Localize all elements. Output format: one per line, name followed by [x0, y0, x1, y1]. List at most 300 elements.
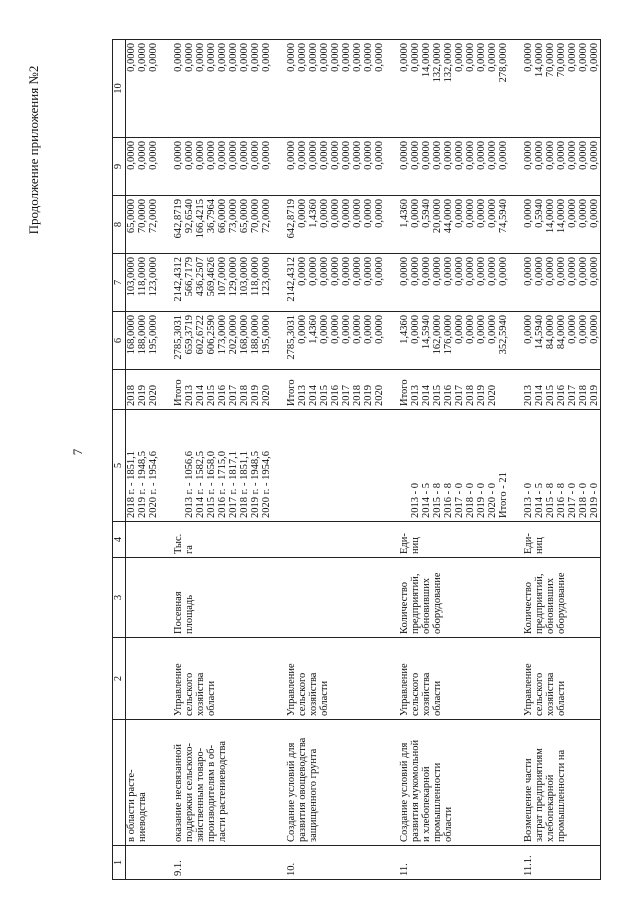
c9-value: 0,0000 — [148, 141, 159, 170]
years-value: 2015 — [545, 385, 556, 406]
name-text-line: в области растe- — [126, 769, 137, 842]
cell-targets — [286, 410, 385, 522]
cell-exec — [173, 638, 272, 720]
c8-value: 166,4215 — [195, 199, 206, 239]
c8-value: 642,8719 — [286, 199, 297, 239]
c9-value: 0,0000 — [308, 141, 319, 170]
c9-value: 0,0000 — [239, 141, 250, 170]
c10-value: 0,0000 — [206, 43, 217, 72]
c10-value: 0,0000 — [363, 43, 374, 72]
c8-value: 72,0000 — [261, 199, 272, 234]
spacer-cell — [385, 638, 399, 720]
c9-value: 0,0000 — [534, 141, 545, 170]
c7-value: 0,0000 — [297, 257, 308, 286]
exec-text-line: Управление — [399, 663, 410, 716]
program-table — [112, 39, 601, 880]
c6-value: 0,0000 — [352, 315, 363, 344]
cell-years — [286, 370, 385, 410]
c7-value: 0,0000 — [330, 257, 341, 286]
years-value: 2020 — [261, 385, 272, 406]
c8-value: 642,8719 — [173, 199, 184, 239]
c6-value: 14,5940 — [534, 315, 545, 350]
cell-years — [523, 370, 601, 410]
c6-value: 84,0000 — [556, 315, 567, 350]
c7-value: 123,0000 — [261, 257, 272, 297]
c6-value: 0,0000 — [567, 315, 578, 344]
targets-value: 2016 - 8 — [443, 483, 454, 518]
c7-value: 569,4626 — [206, 257, 217, 297]
cell-c10 — [399, 40, 509, 138]
c10-value: 0,0000 — [297, 43, 308, 72]
c8-value: 20,0000 — [432, 199, 443, 234]
years-value: 2013 — [523, 385, 534, 406]
c6-value: 0,0000 — [589, 315, 600, 344]
c10-value: 0,0000 — [374, 43, 385, 72]
c7-value: 118,0000 — [137, 257, 148, 296]
targets-value: 2018 - 0 — [578, 483, 589, 518]
spacer-cell — [272, 638, 286, 720]
c10-value: 0,0000 — [352, 43, 363, 72]
page-number: 7 — [70, 448, 85, 456]
targets-value: 2020 - 0 — [487, 483, 498, 518]
cell-c9 — [399, 138, 509, 196]
exec-text-line: хозяйства — [421, 672, 432, 716]
c7-value: 0,0000 — [545, 257, 556, 286]
name-text-line: ласти растениеводства — [217, 740, 228, 842]
c8-value: 0,0000 — [465, 199, 476, 228]
c7-value: 436,2507 — [195, 257, 206, 297]
spacer-cell — [272, 522, 286, 558]
c10-value: 70,0000 — [545, 43, 556, 78]
cell-unit — [523, 522, 601, 558]
spacer-cell — [385, 558, 399, 638]
header-row — [113, 40, 126, 880]
c10-value: 0,0000 — [217, 43, 228, 72]
c6-value: 168,0000 — [126, 315, 137, 355]
years-value: 2018 — [465, 385, 476, 406]
unit-text-line: Тыс. — [173, 533, 184, 554]
c8-value: 0,0000 — [319, 199, 330, 228]
c10-value: 0,0000 — [319, 43, 330, 72]
spacer-cell — [385, 40, 399, 138]
spacer-cell — [272, 410, 286, 522]
c9-value: 0,0000 — [545, 141, 556, 170]
c9-value: 0,0000 — [465, 141, 476, 170]
cell-num — [523, 846, 601, 880]
targets-value: 2019 - 0 — [476, 483, 487, 518]
c10-value: 0,0000 — [399, 43, 410, 72]
spacer-cell — [159, 370, 173, 410]
targets-value: 2019 г. - 1948,5 — [250, 451, 261, 518]
c7-value: 0,0000 — [341, 257, 352, 286]
cell-c7 — [399, 254, 509, 312]
cell-c7 — [523, 254, 601, 312]
targets-value: 2014 г. - 1582,5 — [195, 451, 206, 518]
cell-c10 — [286, 40, 385, 138]
cell-c7 — [126, 254, 160, 312]
exec-text-line: сельского — [410, 672, 421, 716]
spacer-cell — [272, 370, 286, 410]
cell-indicator — [126, 558, 160, 638]
spacer-cell — [159, 312, 173, 370]
years-value: 2019 — [476, 385, 487, 406]
c10-value: 0,0000 — [330, 43, 341, 72]
spacer-cell — [159, 638, 173, 720]
c6-value: 602,6722 — [195, 315, 206, 355]
c7-value: 0,0000 — [352, 257, 363, 286]
targets-value — [173, 413, 184, 518]
spacer-cell — [385, 720, 399, 846]
c7-value: 0,0000 — [308, 257, 319, 286]
c9-value: 0,0000 — [286, 141, 297, 170]
years-value: 2014 — [308, 385, 319, 406]
indicator-text-line: предприятий, — [410, 573, 421, 634]
c7-value: 0,0000 — [567, 257, 578, 286]
c7-value: 118,0000 — [250, 257, 261, 296]
c9-value: 0,0000 — [352, 141, 363, 170]
spacer-cell — [509, 522, 523, 558]
name-text-line: развития овощеводства — [297, 737, 308, 842]
num-text-line: 10. — [286, 862, 297, 876]
cell-years — [126, 370, 160, 410]
c6-value: 0,0000 — [297, 315, 308, 344]
c8-value: 0,0000 — [374, 199, 385, 228]
name-text-line: промышленности — [432, 762, 443, 842]
c8-value: 0,0000 — [363, 199, 374, 228]
c8-value: 66,0000 — [217, 199, 228, 234]
spacer-cell — [159, 40, 173, 138]
exec-text-line: Управление — [286, 663, 297, 716]
name-text-line: Создание условий для — [399, 742, 410, 842]
c6-value: 0,0000 — [410, 315, 421, 344]
appendix-note: Продолжение приложения №2 — [26, 65, 41, 235]
targets-value: 2013 - 0 — [523, 483, 534, 518]
c7-value: 0,0000 — [465, 257, 476, 286]
c9-value: 0,0000 — [228, 141, 239, 170]
cell-indicator — [286, 558, 385, 638]
c9-value: 0,0000 — [374, 141, 385, 170]
c8-value: 73,0000 — [228, 199, 239, 234]
row-spacer — [509, 40, 523, 880]
c7-value: 0,0000 — [374, 257, 385, 286]
c7-value: 123,0000 — [148, 257, 159, 297]
years-value: 2013 — [297, 385, 308, 406]
exec-text-line: области — [206, 680, 217, 716]
c8-value: 14,0000 — [545, 199, 556, 234]
c9-value: 0,0000 — [454, 141, 465, 170]
header-col-3: 3 — [113, 558, 126, 638]
c6-value: 14,5940 — [421, 315, 432, 350]
header-col-10: 10 — [113, 40, 126, 138]
cell-c8 — [286, 196, 385, 254]
c6-value: 352,5940 — [498, 315, 509, 355]
c7-value: 0,0000 — [476, 257, 487, 286]
cell-unit — [286, 522, 385, 558]
c9-value: 0,0000 — [217, 141, 228, 170]
indicator-text-line: площадь — [184, 595, 195, 634]
c10-value: 0,0000 — [126, 43, 137, 72]
years-value: 2018 — [239, 385, 250, 406]
cell-unit — [399, 522, 509, 558]
indicator-text-line: предприятий, — [534, 573, 545, 634]
indicator-text-line: обновивших — [545, 578, 556, 634]
indicator-text-line: Посевная — [173, 591, 184, 634]
num-text-line: 11.1. — [523, 855, 534, 876]
c6-value: 188,0000 — [250, 315, 261, 355]
spacer-cell — [509, 370, 523, 410]
c6-value: 84,0000 — [545, 315, 556, 350]
c9-value: 0,0000 — [567, 141, 578, 170]
c9-value: 0,0000 — [126, 141, 137, 170]
spacer-cell — [509, 254, 523, 312]
targets-value — [399, 413, 410, 518]
c10-value: 0,0000 — [261, 43, 272, 72]
c8-value: 74,5940 — [498, 199, 509, 234]
c6-value: 0,0000 — [476, 315, 487, 344]
c6-value: 1,4360 — [308, 315, 319, 344]
c10-value: 0,0000 — [567, 43, 578, 72]
exec-text-line: области — [556, 680, 567, 716]
table-row — [286, 40, 385, 880]
c9-value: 0,0000 — [195, 141, 206, 170]
c9-value: 0,0000 — [206, 141, 217, 170]
c9-value: 0,0000 — [589, 141, 600, 170]
years-value: 2015 — [432, 385, 443, 406]
unit-text-line: Еди- — [523, 533, 534, 554]
c7-value: 107,0000 — [217, 257, 228, 297]
spacer-cell — [159, 558, 173, 638]
unit-text-line: ниц — [534, 537, 545, 554]
exec-text-line: хозяйства — [545, 672, 556, 716]
header-col-5: 5 — [113, 410, 126, 522]
cell-name — [523, 720, 601, 846]
spacer-cell — [385, 312, 399, 370]
c8-value: 0,0000 — [589, 199, 600, 228]
row-spacer — [385, 40, 399, 880]
c8-value: 44,0000 — [443, 199, 454, 234]
cell-indicator — [523, 558, 601, 638]
header-col-8: 8 — [113, 196, 126, 254]
c6-value: 0,0000 — [578, 315, 589, 344]
spacer-cell — [159, 522, 173, 558]
spacer-cell — [385, 138, 399, 196]
years-value: 2019 — [589, 385, 600, 406]
name-text-line: затрат предприятиям — [534, 748, 545, 842]
targets-value: 2017 - 0 — [567, 483, 578, 518]
targets-value: 2020 г. - 1954,6 — [261, 451, 272, 518]
cell-c10 — [173, 40, 272, 138]
c9-value: 0,0000 — [476, 141, 487, 170]
indicator-text-line: оборудование — [432, 572, 443, 634]
exec-text-line: сельского — [297, 672, 308, 716]
targets-value: 2013 г. - 1056,6 — [184, 451, 195, 518]
c10-value: 0,0000 — [341, 43, 352, 72]
c8-value: 65,0000 — [239, 199, 250, 234]
c6-value: 176,0000 — [443, 315, 454, 355]
name-text-line: ниеводства — [137, 792, 148, 842]
num-text-line: 9.1. — [173, 860, 184, 876]
name-text-line: поддержки сельскохо- — [184, 742, 195, 842]
cell-unit — [126, 522, 160, 558]
unit-text-line: ниц — [410, 537, 421, 554]
c9-value: 0,0000 — [399, 141, 410, 170]
years-value: 2018 — [578, 385, 589, 406]
years-value: 2018 — [352, 385, 363, 406]
table-row — [523, 40, 601, 880]
c10-value: 0,0000 — [578, 43, 589, 72]
c10-value: 278,0000 — [498, 43, 509, 83]
c7-value: 0,0000 — [399, 257, 410, 286]
exec-text-line: области — [319, 680, 330, 716]
cell-num — [399, 846, 509, 880]
c9-value: 0,0000 — [443, 141, 454, 170]
c6-value: 202,0000 — [228, 315, 239, 355]
c10-value: 0,0000 — [476, 43, 487, 72]
cell-name — [173, 720, 272, 846]
c10-value: 0,0000 — [173, 43, 184, 72]
c7-value: 0,0000 — [432, 257, 443, 286]
spacer-cell — [385, 846, 399, 880]
years-value: 2016 — [443, 385, 454, 406]
cell-indicator — [399, 558, 509, 638]
cell-exec — [523, 638, 601, 720]
targets-value: 2016 г. - 1715,0 — [217, 451, 228, 518]
cell-c7 — [173, 254, 272, 312]
c10-value: 0,0000 — [286, 43, 297, 72]
c8-value: 70,0000 — [250, 199, 261, 234]
c8-value: 0,0000 — [523, 199, 534, 228]
c9-value: 0,0000 — [578, 141, 589, 170]
c8-value: 0,0000 — [297, 199, 308, 228]
c7-value: 0,0000 — [487, 257, 498, 286]
targets-value: 2014 - 5 — [421, 483, 432, 518]
years-value: 2020 — [374, 385, 385, 406]
c10-value: 0,0000 — [410, 43, 421, 72]
spacer-cell — [272, 846, 286, 880]
c6-value: 2785,3031 — [286, 315, 297, 360]
c8-value: 72,0000 — [148, 199, 159, 234]
header-col-7: 7 — [113, 254, 126, 312]
c7-value: 0,0000 — [534, 257, 545, 286]
c9-value: 0,0000 — [363, 141, 374, 170]
c7-value: 0,0000 — [319, 257, 330, 286]
spacer-cell — [509, 40, 523, 138]
targets-value: 2019 г. - 1948,5 — [137, 451, 148, 518]
spacer-cell — [272, 558, 286, 638]
cell-c6 — [286, 312, 385, 370]
c7-value: 103,0000 — [126, 257, 137, 297]
exec-text-line: сельского — [184, 672, 195, 716]
c10-value: 0,0000 — [250, 43, 261, 72]
header-col-6: 6 — [113, 312, 126, 370]
spacer-cell — [385, 522, 399, 558]
c9-value: 0,0000 — [498, 141, 509, 170]
spacer-cell — [272, 720, 286, 846]
c8-value: 0,0000 — [410, 199, 421, 228]
c10-value: 0,0000 — [195, 43, 206, 72]
header-col-9: 9 — [113, 138, 126, 196]
c6-value: 173,0000 — [217, 315, 228, 355]
c6-value: 0,0000 — [363, 315, 374, 344]
rotated-table-wrapper — [112, 40, 602, 880]
years-value: 2020 — [487, 385, 498, 406]
name-text-line: производителям в об- — [206, 745, 217, 842]
cell-c10 — [126, 40, 160, 138]
c8-value: 70,0000 — [137, 199, 148, 234]
targets-value: 2017 - 0 — [454, 483, 465, 518]
cell-exec — [286, 638, 385, 720]
spacer-cell — [272, 312, 286, 370]
targets-value: 2018 г. - 1851,1 — [126, 451, 137, 518]
years-value: 2013 — [184, 385, 195, 406]
years-value: 2017 — [228, 385, 239, 406]
spacer-cell — [272, 196, 286, 254]
header-col-year — [113, 370, 126, 410]
cell-c6 — [126, 312, 160, 370]
c10-value: 132,0000 — [443, 43, 454, 83]
years-value: 2016 — [556, 385, 567, 406]
cell-c9 — [173, 138, 272, 196]
cell-name — [126, 720, 160, 846]
c6-value: 168,0000 — [239, 315, 250, 355]
years-value: 2014 — [421, 385, 432, 406]
row-spacer — [159, 40, 173, 880]
c8-value: 0,0000 — [487, 199, 498, 228]
c7-value: 0,0000 — [410, 257, 421, 286]
table-body — [126, 40, 601, 880]
indicator-text-line: Количество — [523, 581, 534, 634]
c6-value: 195,0000 — [148, 315, 159, 355]
spacer-cell — [509, 558, 523, 638]
spacer-cell — [272, 254, 286, 312]
cell-c7 — [286, 254, 385, 312]
row-spacer — [272, 40, 286, 880]
c10-value: 0,0000 — [454, 43, 465, 72]
spacer-cell — [509, 312, 523, 370]
targets-value: 2014 - 5 — [534, 483, 545, 518]
years-value: Итого — [173, 379, 184, 406]
indicator-text-line: Количество — [399, 581, 410, 634]
targets-value: 2019 - 0 — [589, 483, 600, 518]
c6-value: 0,0000 — [487, 315, 498, 344]
spacer-cell — [159, 410, 173, 522]
c9-value: 0,0000 — [297, 141, 308, 170]
years-value: 2017 — [341, 385, 352, 406]
cell-c10 — [523, 40, 601, 138]
cell-c9 — [126, 138, 160, 196]
name-text-line: зяйственным товаро- — [195, 747, 206, 842]
targets-value: 2017 г. - 1817,1 — [228, 451, 239, 518]
years-value: 2015 — [319, 385, 330, 406]
c10-value: 0,0000 — [228, 43, 239, 72]
c8-value: 36,7964 — [206, 199, 217, 234]
spacer-cell — [509, 638, 523, 720]
exec-text-line: хозяйства — [308, 672, 319, 716]
c6-value: 659,3719 — [184, 315, 195, 355]
years-value: Итого — [399, 379, 410, 406]
spacer-cell — [159, 720, 173, 846]
c10-value: 0,0000 — [465, 43, 476, 72]
years-value: 2015 — [206, 385, 217, 406]
spacer-cell — [159, 138, 173, 196]
c10-value: 0,0000 — [487, 43, 498, 72]
targets-value: 2015 г. - 1658,0 — [206, 451, 217, 518]
c7-value: 129,0000 — [228, 257, 239, 297]
c8-value: 92,6540 — [184, 199, 195, 234]
c7-value: 0,0000 — [498, 257, 509, 286]
c6-value: 606,2590 — [206, 315, 217, 355]
c8-value: 0,0000 — [567, 199, 578, 228]
